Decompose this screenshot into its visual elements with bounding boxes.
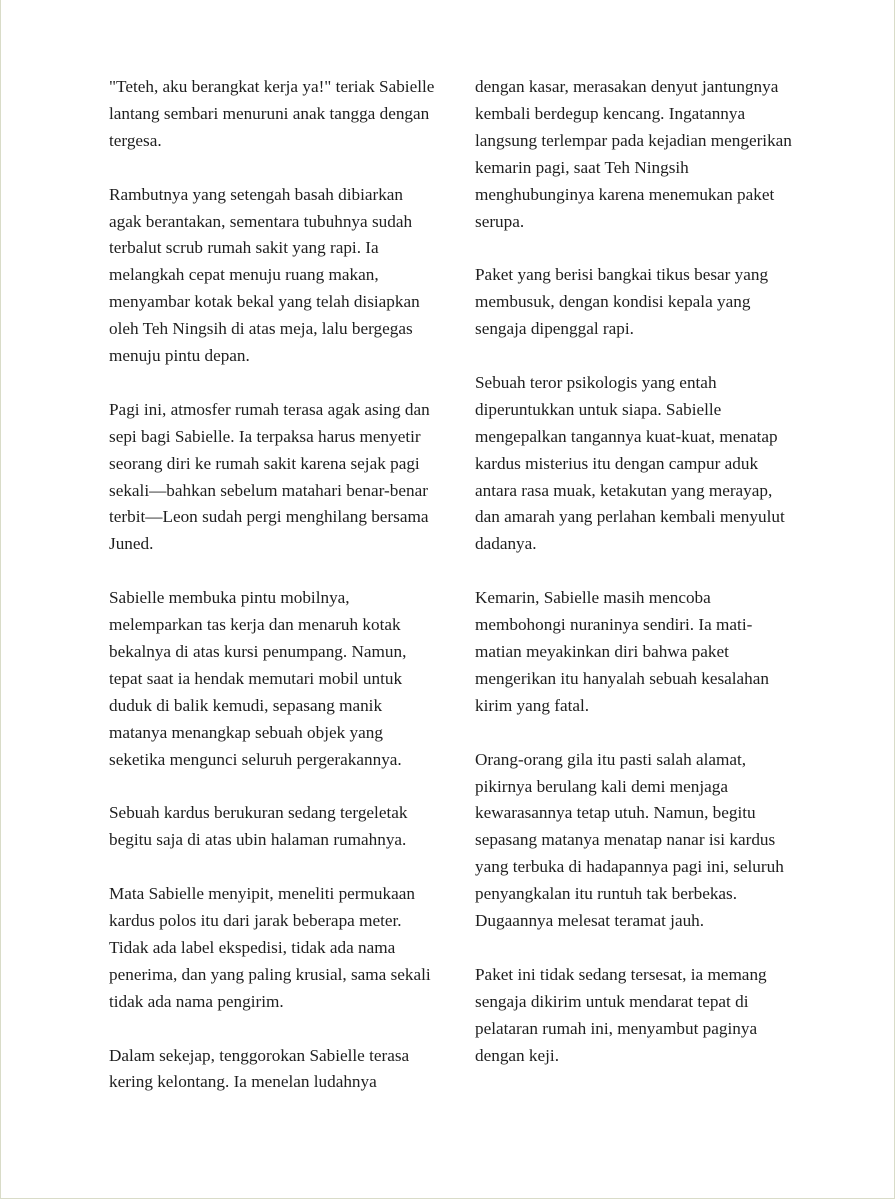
paragraph: "Teteh, aku berangkat kerja ya!" teriak Sabielle lantang sembari menuruni anak tangga dengan tergesa. — [109, 77, 435, 150]
paragraph: Paket ini tidak sedang tersesat, ia memang sengaja dikirim untuk mendarat tepat di pelataran rumah ini, menyambut paginya dengan keji. — [475, 964, 767, 1065]
paragraph: Pagi ini, atmosfer rumah terasa agak asing dan sepi bagi Sabielle. Ia terpaksa harus menyetir seorang diri ke rumah sakit karena sejak pagi sekali—bahkan sebelum matahari benar-benar terbit—Leon sudah pergi menghilang bersama Juned. — [109, 399, 430, 554]
paragraph: Sebuah kardus berukuran sedang tergeletak begitu saja di atas ubin halaman rumahnya. — [109, 803, 408, 850]
paragraph: dengan kasar, merasakan denyut jantungnya kembali berdegup kencang. Ingatannya langsung terlempar pada kejadian mengerikan kemarin pagi, saat Teh Ningsih menghubunginya karena menemukan paket serupa. — [475, 77, 792, 231]
paragraph: Paket yang berisi bangkai tikus besar yang membusuk, dengan kondisi kepala yang sengaja dipenggal rapi. — [475, 265, 769, 339]
paragraph: Mata Sabielle menyipit, meneliti permukaan kardus polos itu dari jarak beberapa meter. Tidak ada label ekspedisi, tidak ada nama penerima, dan yang paling krusial, sama sekali tidak ada nama pengirim. — [109, 884, 431, 1011]
right-text-column — [475, 74, 795, 1069]
left-text-column — [109, 74, 439, 1096]
paragraph: Kemarin, Sabielle masih mencoba membohongi nuraninya sendiri. Ia mati-matian meyakinkan diri bahwa paket mengerikan itu hanyalah sebuah kesalahan kirim yang fatal. — [475, 588, 769, 715]
paragraph: Rambutnya yang setengah basah dibiarkan agak berantakan, sementara tubuhnya sudah terbalut scrub rumah sakit yang rapi. Ia melangkah cepat menuju ruang makan, menyambar kotak bekal yang telah disiapkan oleh Teh Ningsih di atas meja, lalu bergegas menuju pintu depan. — [109, 184, 420, 366]
paragraph: Sabielle membuka pintu mobilnya, melemparkan tas kerja dan menaruh kotak bekalnya di atas kursi penumpang. Namun, tepat saat ia hendak memutari mobil untuk duduk di balik kemudi, sepasang manik matanya menangkap sebuah objek yang seketika mengunci seluruh pergerakannya. — [109, 588, 407, 769]
paragraph: Sebuah teror psikologis yang entah diperuntukkan untuk siapa. Sabielle mengepalkan tangannya kuat-kuat, menatap kardus misterius itu dengan campur aduk antara rasa muak, ketakutan yang merayap, dan amarah yang perlahan kembali menyulut dadanya. — [475, 372, 785, 554]
paragraph: Orang-orang gila itu pasti salah alamat, pikirnya berulang kali demi menjaga kewarasannya tetap utuh. Namun, begitu sepasang matanya menatap nanar isi kardus yang terbuka di hadapannya pagi ini, seluruh penyangkalan itu runtuh tak berbekas. Dugaannya melesat teramat jauh. — [475, 749, 784, 931]
paragraph: Dalam sekejap, tenggorokan Sabielle terasa kering kelontang. Ia menelan ludahnya — [109, 1045, 410, 1092]
